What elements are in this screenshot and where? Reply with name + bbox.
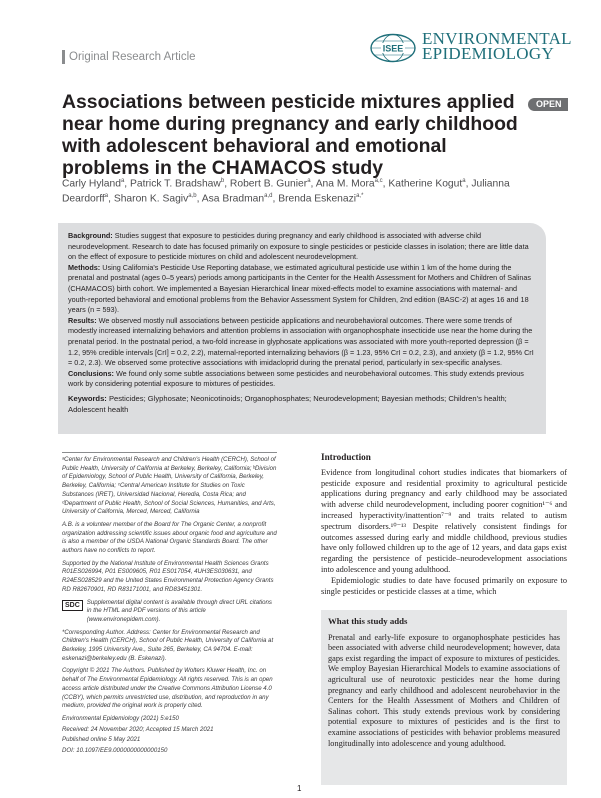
article-title: Associations between pesticide mixtures applied near home during pregnancy and early childhood with adolescent behavioral and emotional problems in the CHAMACOS study	[62, 91, 518, 179]
author-affiliation-mark: a,d	[264, 193, 273, 200]
author-affiliation-mark: a,b	[188, 193, 197, 200]
doi-link[interactable]: DOI: 10.1097/EE9.0000000000000150	[62, 747, 168, 755]
author-name: Patrick T. Bradshaw	[130, 178, 221, 190]
author-affiliation-mark: a	[120, 178, 125, 184]
divider	[62, 452, 277, 453]
page-number: 1	[297, 784, 302, 793]
front-matter	[62, 452, 277, 760]
author-name: Carly Hyland	[62, 178, 121, 190]
author-name: Julianna Deardorff	[62, 178, 510, 205]
author-affiliation-mark: b	[220, 178, 225, 184]
author-affiliation-mark: a,*	[356, 193, 364, 200]
introduction-heading: Introduction	[321, 452, 371, 462]
introduction-paragraph-1: Evidence from longitudinal cohort studies indicates that biomarkers of pesticide exposure and residential proximity to agricultural pesticide applications during pregnancy and early childhood may be associated with adverse child neurodevelopment, including poorer cognition¹⁻⁶ and increased hyperactivity/inattention⁷⁻⁹ and traits related to autism spectrum disorders.¹⁰⁻¹³ Despite relatively consistent findings for outcomes assessed during early and middle childhood, previous studies have only followed children up to the age of 12 years, and data gaps exist regarding the persistence of pesticide–neurodevelopment associations into adolescence and young adulthood.	[321, 467, 567, 574]
author-list	[62, 175, 542, 206]
what-this-study-adds-box	[321, 610, 567, 785]
citation: Environmental Epidemiology (2021) 5:e150	[62, 714, 179, 722]
corresponding-author: *Corresponding Author. Address: Center for Environmental Research and Children's Health (CERCH), School of Public Health, University of California at Berkeley, 1995 University Ave., Suite 265, Berkeley, CA 94704. E-mail: eskenazi@berkeley.edu (B. Eskenazi).	[62, 628, 274, 662]
sdc-text: Supplemental digital content is available through direct URL citations in the HTML and PDF versions of this article (www.environepidem.com).	[86, 598, 272, 623]
sdc-icon: SDC	[62, 600, 83, 611]
author-separator: ,	[108, 193, 114, 205]
introduction-paragraph-2: Epidemiologic studies to date have focused primarily on exposure to single pesticides or pesticide classes at a time, which	[321, 575, 567, 596]
conflict-note: A.B. is a volunteer member of the Board for The Organic Center, a nonprofit organization addressing scientific issues about organic food and agriculture and is also a member of the USDA National Organic Standards Board. The other authors have no conflicts to report.	[62, 520, 277, 555]
journal-name-line1: ENVIRONMENTAL	[422, 29, 572, 48]
journal-logo	[422, 31, 572, 61]
abstract-conclusions: Conclusions: We found only some subtle associations between some pesticides and neurobehavioral outcomes. This study extends previous work by considering potential exposure to mixtures of pesticides.	[68, 368, 524, 389]
author-separator: ,	[465, 178, 472, 190]
sdc-note	[62, 599, 277, 625]
copyright-note: Copyright © 2021 The Authors. Published by Wolters Kluwer Health, Inc. on behalf of The Environmental Epidemiology. All rights reserved. This is an open access article distributed under the Creative Commons Attribution License 4.0 (CCBY), which permits unrestricted use, distribution, and reproduction in any medium, provided the original work is properly cited.	[62, 667, 273, 710]
author-separator: ,	[310, 178, 316, 190]
author-name: Asa Bradman	[201, 193, 265, 205]
isee-logo-text: ISEE	[382, 43, 404, 54]
section-label: Original Research Article	[62, 50, 196, 64]
abstract-results: Results: We observed mostly null associations between pesticide applications and neurobehavioral outcomes. There were some trends of modestly increased internalizing behaviors and attention problems in association with organophosphate insecticide use near the home during the prenatal period. In the postnatal period, a two-fold increase in glyphosate applications was associated with more youth-reported depression (β = 1.2, 95% credible intervals [CrI] = 0.2, 2.2), maternal-reported internalizing behaviors (β = 1.23, 95% CrI = 0.2, 2.3), and anxiety (β = 1.2, 95% CrI = 0.2, 2.3). We observed some protective associations with imidacloprid during the prenatal period, particularly in sex-specific analyses.	[68, 315, 534, 368]
received-date: Received: 24 November 2020; Accepted 15 March 2021	[62, 725, 214, 733]
author-separator: ,	[196, 193, 202, 205]
published-date: Published online 5 May 2021	[62, 736, 141, 744]
abstract-methods: Methods: Using California's Pesticide Use Reporting database, we estimated agricultural pesticide use within 1 km of the home during the prenatal and postnatal (ages 0–5 years) periods among participants in the Center for the Health Assessment for Mothers and Children of Salinas (CHAMACOS) birth cohort. We implemented a Bayesian Hierarchical linear mixed-effects model to examine associations with maternal- and youth-reported behavioral and emotional problems from the Behavior Assessment System for Children, 2nd edition (BASC-2) at ages 16 and 18 years (n = 593).	[68, 262, 532, 315]
author-name: Katherine Kogut	[388, 178, 463, 190]
journal-name-line2: EPIDEMIOLOGY	[422, 44, 555, 63]
author-separator: ,	[272, 193, 279, 205]
isee-logo-icon	[369, 33, 417, 63]
author-affiliation-mark: a	[462, 178, 466, 184]
author-affiliation-mark: a,c	[374, 178, 383, 184]
author-name: Brenda Eskenazi	[278, 193, 357, 205]
abstract-box	[58, 223, 546, 434]
author-name: Robert B. Gunier	[229, 178, 308, 190]
what-this-study-adds-heading: What this study adds	[328, 616, 408, 626]
abstract-keywords: Keywords: Pesticides; Glyphosate; Neonicotinoids; Organophosphates; Neurodevelopment; Bayesian methods; Children's health; Adolescent health	[68, 393, 507, 414]
abstract-background: Background: Studies suggest that exposure to pesticides during pregnancy and early childhood is associated with adverse child neurodevelopment. Research to date has focused primarily on exposure to single pesticides or pesticide classes in isolation; there are little data on the effect of exposure to pesticide mixtures on child and adolescent neurodevelopment.	[68, 231, 529, 262]
author-separator: ,	[224, 178, 230, 190]
open-access-badge: OPEN	[528, 98, 568, 111]
introduction-section	[321, 452, 567, 597]
author-name: Ana M. Mora	[315, 178, 375, 190]
what-this-study-adds-text: Prenatal and early-life exposure to organophosphate pesticides has been associated with adverse child neurodevelopment; however, data gaps exist regarding the impact of exposure to mixtures of pesticides. We employ Bayesian Hierarchical Models to examine associations of agricultural use of neurotoxic pesticides near the home during pregnancy and early childhood and adolescent neurobehavior in the Centers for the Health Assessment of Mothers and Children of Salinas cohort. This study extends previous work by considering potential exposure to mixtures of pesticides and is the first to examine associations of pesticides with behavior problems measured longitudinally into adolescence and young adulthood.	[328, 632, 560, 748]
affiliations: ᵃCenter for Environmental Research and Children's Health (CERCH), School of Public Health, University of California at Berkeley, Berkeley, California; ᵇDivision of Epidemiology, School of Public Health, University of California, Berkeley, Berkeley, California; ᶜCentral American Institute for Studies on Toxic Substances (IRET), Universidad Nacional, Heredia, Costa Rica; and ᵈDepartment of Public Health, School of Social Sciences, Humanities, and Arts, University of California, Merced, Merced, California	[62, 456, 277, 516]
funding-note: Supported by the National Institute of Environmental Health Sciences Grants R01ES026994, P01 ES009605, R01 ES017054, 4UH3ES030631, and R24ES028529 and the United States Environmental Protection Agency Grants RD R82670901, RD R83171001, and RD83451301.	[62, 559, 274, 593]
author-separator: ,	[382, 178, 389, 190]
author-affiliation-mark: a	[307, 178, 311, 184]
author-name: Sharon K. Sagiv	[113, 193, 189, 205]
author-separator: ,	[124, 178, 131, 190]
author-affiliation-mark: a	[104, 193, 109, 200]
